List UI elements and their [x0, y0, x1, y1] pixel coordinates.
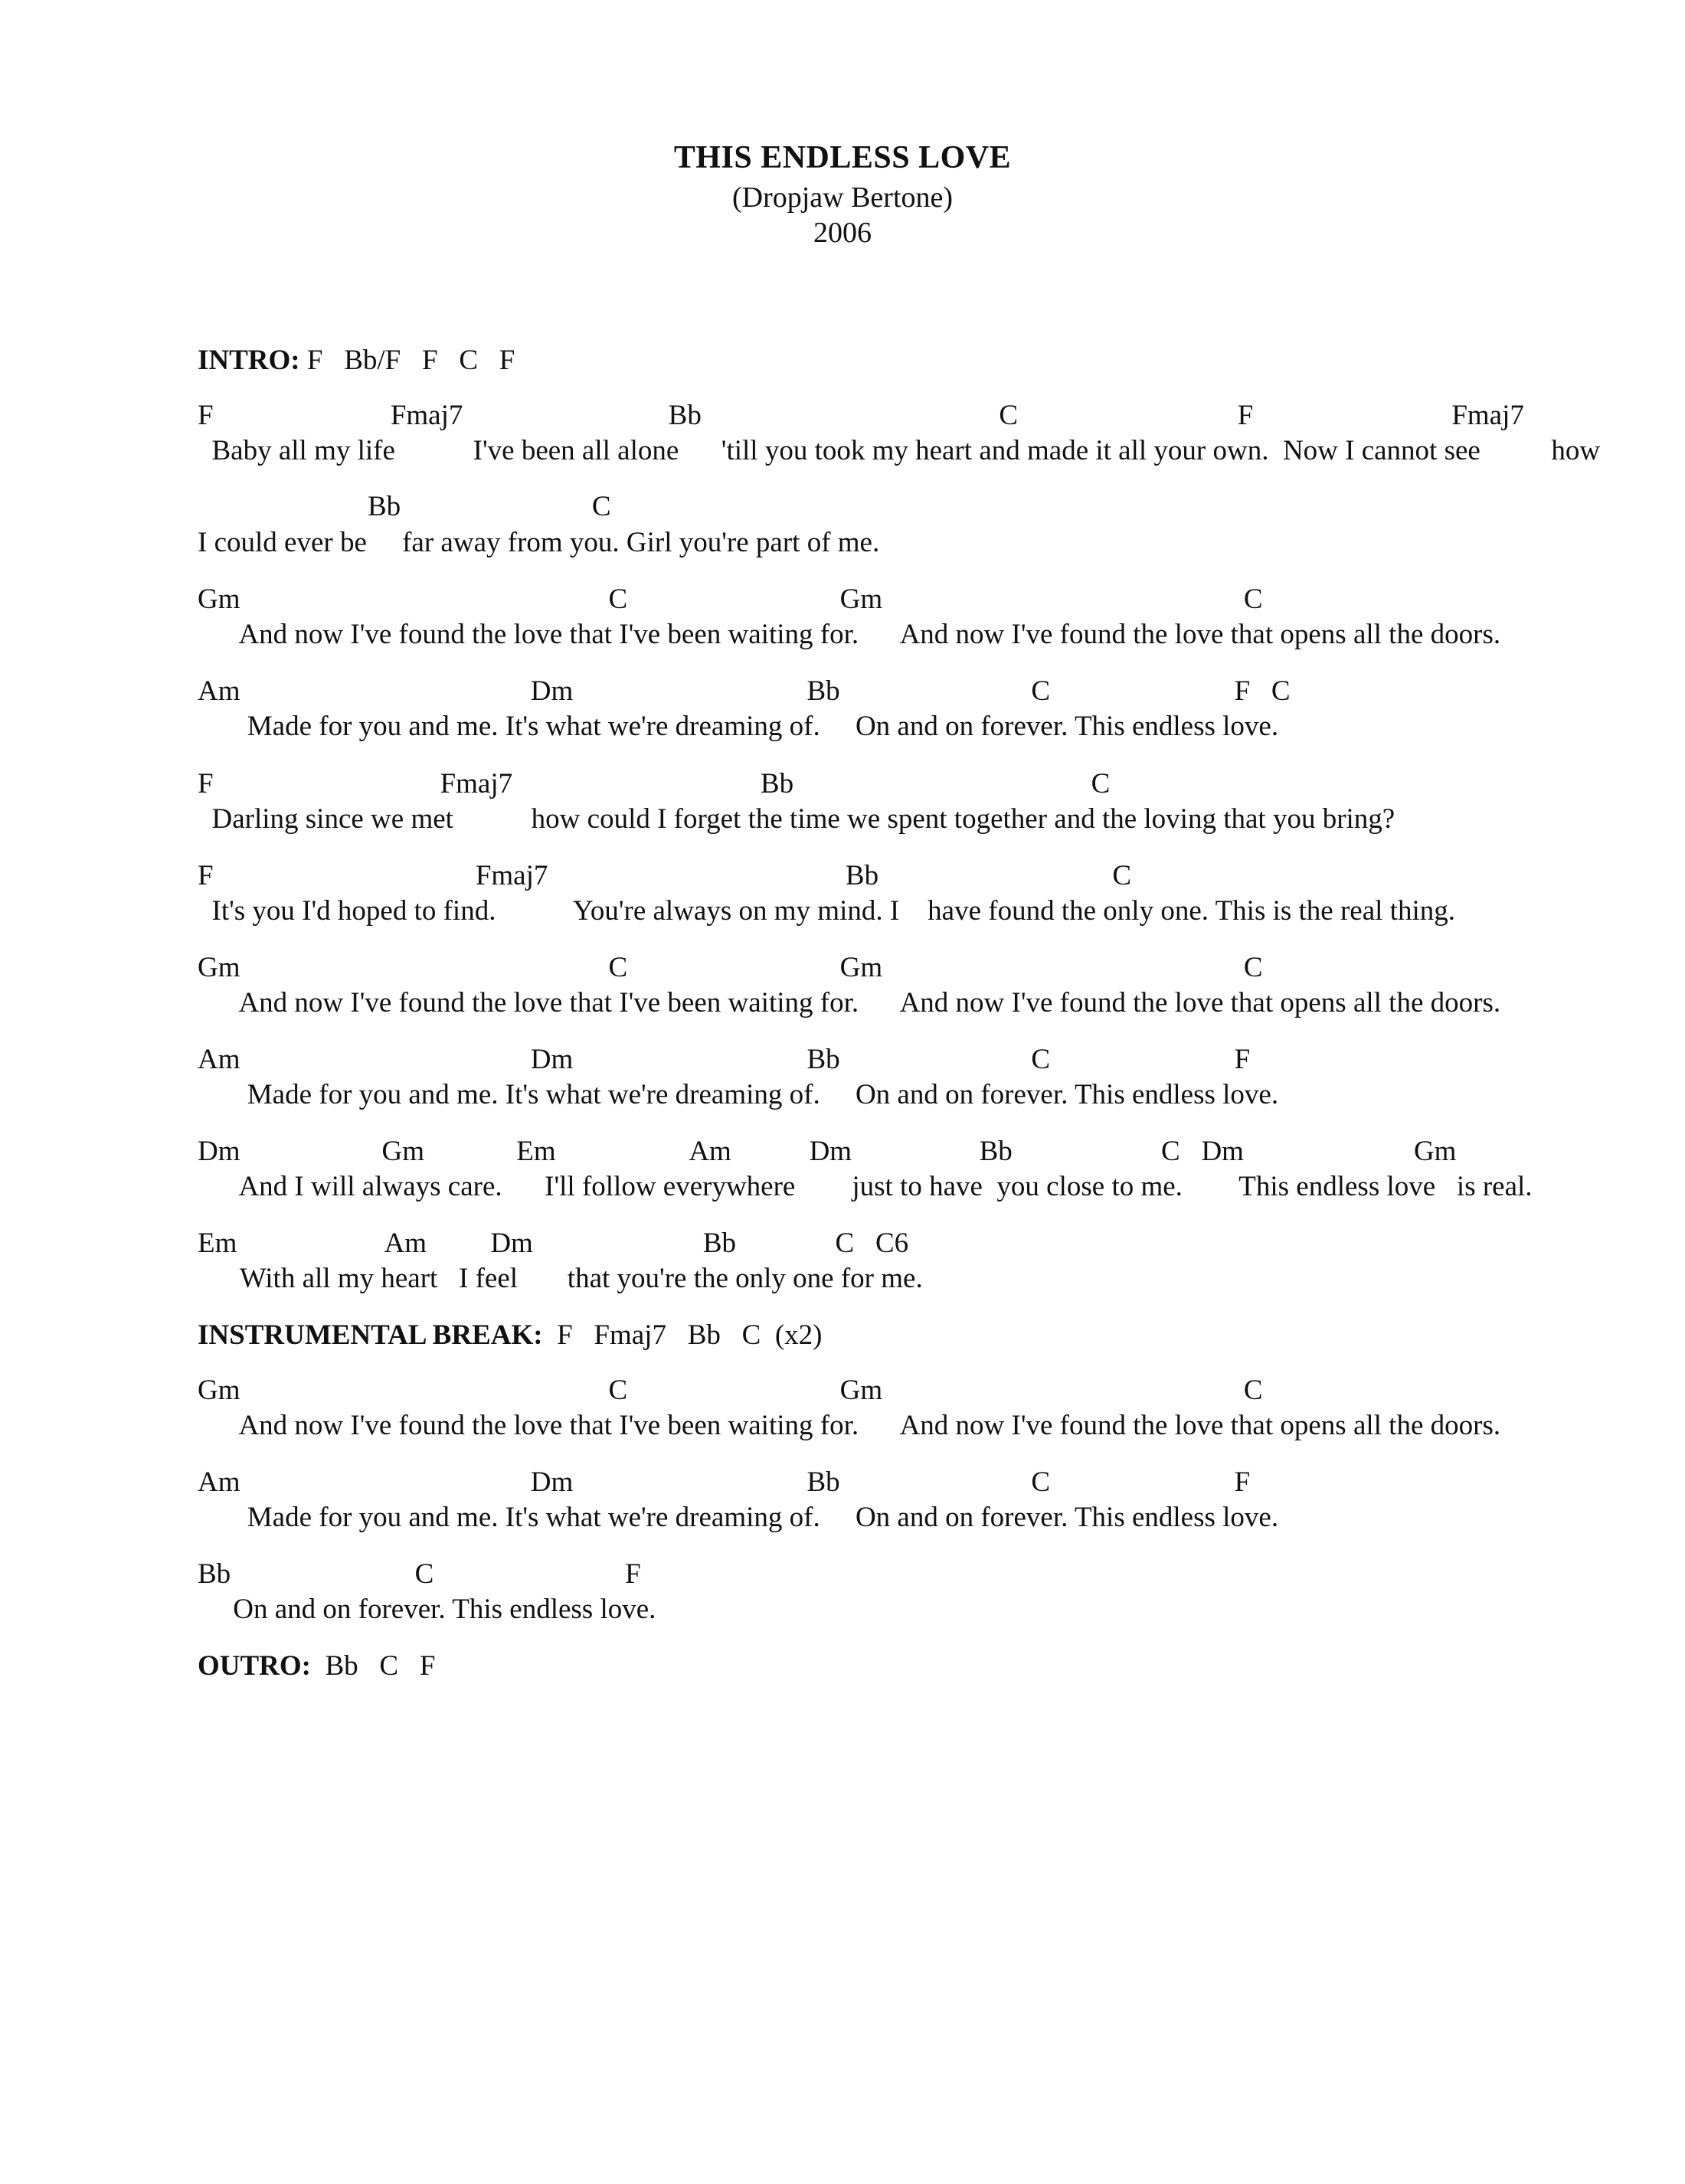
outro-chords: Bb C F	[311, 1650, 436, 1682]
song-author: (Dropjaw Bertone)	[731, 181, 954, 214]
chord-line: F Fmaj7 Bb C	[198, 860, 1131, 891]
chord-line: Am Dm Bb C F	[198, 1466, 1251, 1498]
chord-line: Gm C Gm C	[198, 584, 1263, 615]
lyric-line: Made for you and me. It's what we're dreaming of. On and on forever. This endless love.	[198, 711, 1279, 742]
lyric-line: On and on forever. This endless love.	[198, 1594, 656, 1625]
chord-line: Gm C Gm C	[198, 1375, 1263, 1406]
instrumental-break-label: INSTRUMENTAL BREAK:	[198, 1319, 543, 1351]
chord-line: Dm Gm Em Am Dm Bb C Dm Gm	[198, 1136, 1457, 1167]
lyric-line: Made for you and me. It's what we're dreaming of. On and on forever. This endless love.	[198, 1079, 1279, 1110]
chord-line: Gm C Gm C	[198, 952, 1263, 983]
lyric-line: And I will always care. I'll follow everywhere just to have you close to me. This endless love is real.	[198, 1171, 1533, 1202]
lyric-line: It's you I'd hoped to find. You're always on my mind. I have found the only one. This is the real thing.	[198, 895, 1455, 927]
instrumental-break-chords: F Fmaj7 Bb C (x2)	[542, 1319, 823, 1351]
chord-line: Em Am Dm Bb C C6	[198, 1228, 909, 1259]
chord-line: Am Dm Bb C F	[198, 1044, 1251, 1075]
intro-line	[198, 346, 515, 374]
lyric-line: Made for you and me. It's what we're dreaming of. On and on forever. This endless love.	[198, 1502, 1279, 1533]
intro-chords: F Bb/F F C F	[299, 345, 515, 376]
chord-line: Am Dm Bb C F C	[198, 675, 1291, 707]
outro-line	[198, 1652, 435, 1680]
instrumental-break-line	[198, 1321, 822, 1349]
lyric-line: Darling since we met how could I forget the time we spent together and the loving that you bring?	[198, 803, 1395, 835]
lyric-line: And now I've found the love that I've been waiting for. And now I've found the love that opens all the doors.	[198, 619, 1501, 650]
song-title: THIS ENDLESS LOVE	[673, 140, 1012, 175]
song-year: 2006	[813, 217, 872, 249]
lyric-line: And now I've found the love that I've been waiting for. And now I've found the love that opens all the doors.	[198, 1410, 1501, 1441]
chord-line: F Fmaj7 Bb C F Fmaj7	[198, 400, 1524, 431]
chord-line: Bb C	[198, 491, 611, 522]
outro-label: OUTRO:	[198, 1650, 311, 1682]
lyric-line: I could ever be far away from you. Girl you're part of me.	[198, 527, 880, 558]
chord-line: F Fmaj7 Bb C	[198, 768, 1111, 799]
intro-label: INTRO:	[198, 345, 300, 376]
chord-line: Bb C F	[198, 1558, 641, 1590]
lyric-line: With all my heart I feel that you're the only one for me.	[198, 1263, 923, 1294]
lyric-line: And now I've found the love that I've been waiting for. And now I've found the love that opens all the doors.	[198, 987, 1501, 1018]
lyric-line: Baby all my life I've been all alone 'till you took my heart and made it all your own. Now I cannot see how	[198, 435, 1601, 466]
